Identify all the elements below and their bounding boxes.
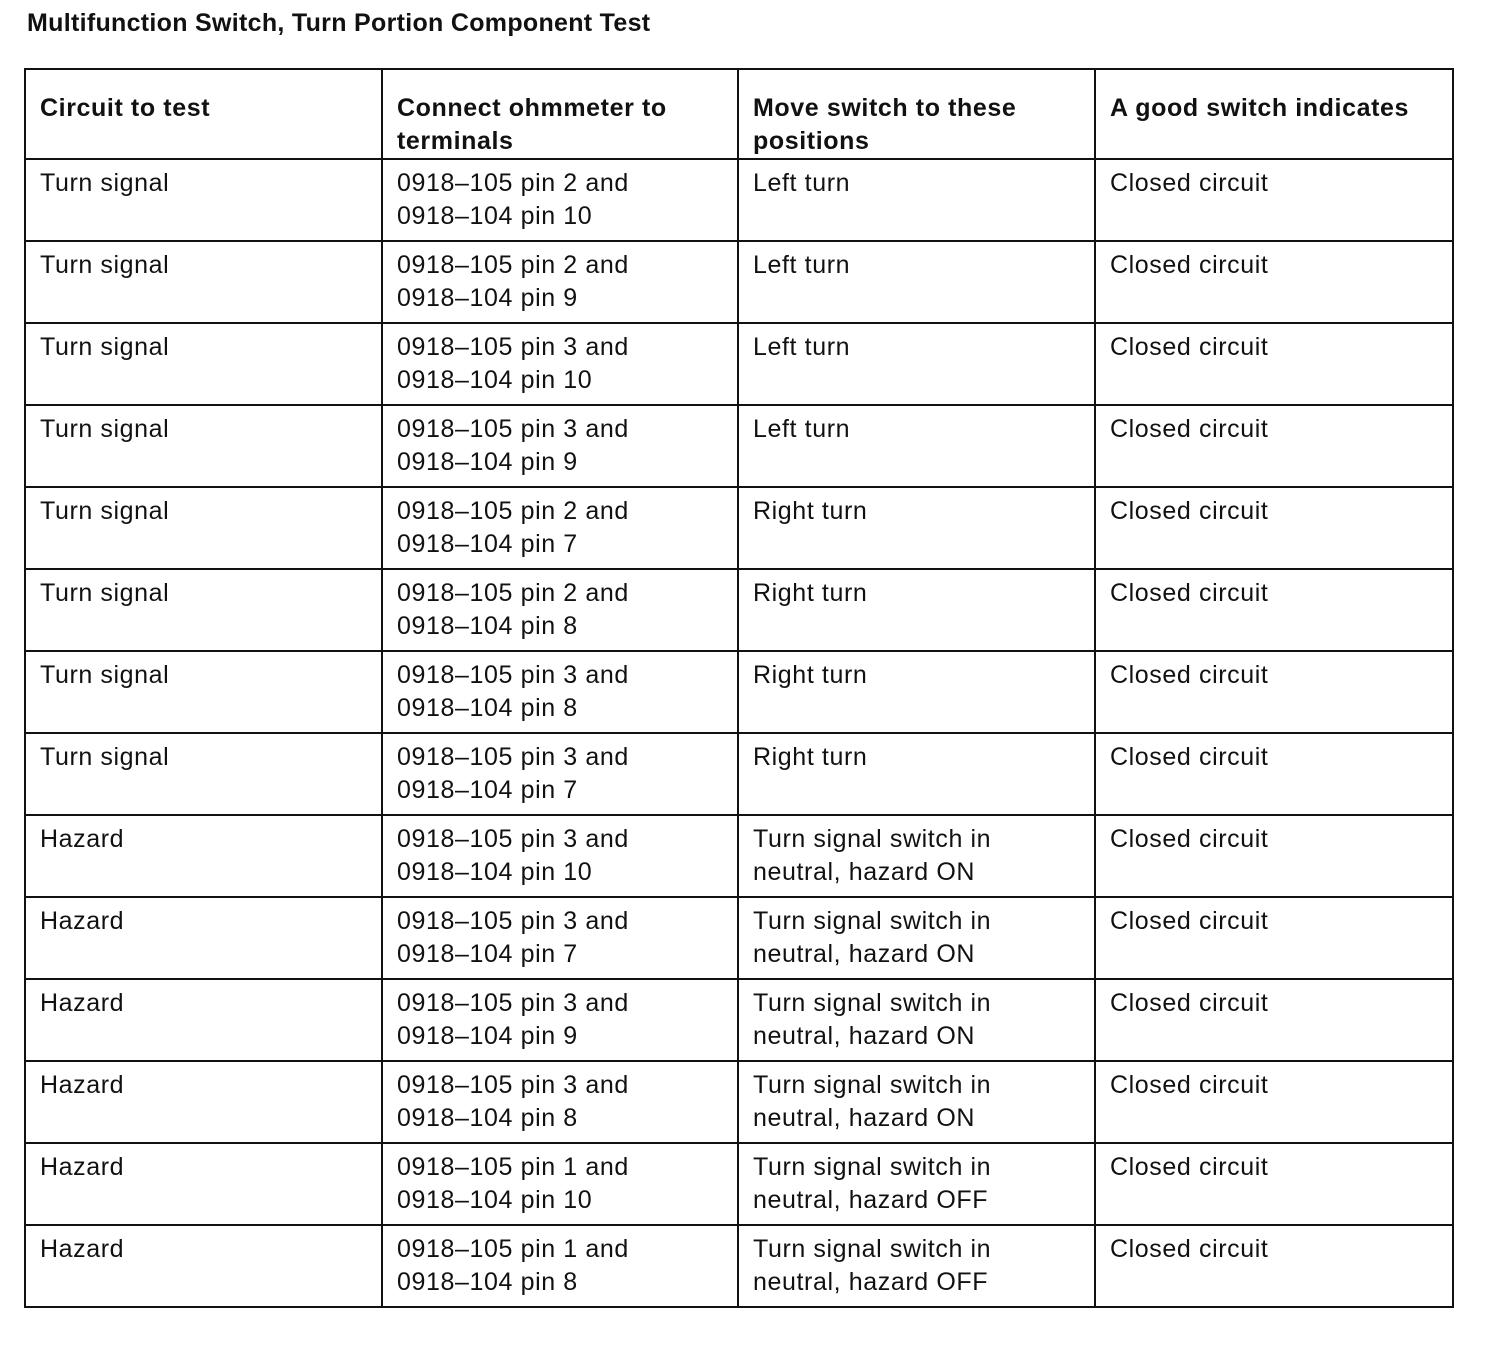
cell-indication (1095, 569, 1453, 651)
header-move-switch: Move switch to these positions (738, 69, 1095, 159)
terminals-line-2: 0918–104 pin 9 (397, 1022, 578, 1050)
cell-switch-position (738, 897, 1095, 979)
cell-indication (1095, 897, 1453, 979)
terminals-line-2: 0918–104 pin 9 (397, 284, 578, 312)
indication-text: Closed circuit (1110, 1235, 1269, 1263)
cell-circuit (25, 1225, 382, 1307)
terminals-line-1: 0918–105 pin 3 and (397, 415, 629, 443)
cell-terminals (382, 979, 738, 1061)
indication-text: Closed circuit (1110, 169, 1269, 197)
position-line-2: neutral, hazard ON (753, 1022, 976, 1050)
circuit-text: Hazard (40, 1235, 125, 1263)
position-line-2: neutral, hazard ON (753, 940, 976, 968)
terminals-line-2: 0918–104 pin 7 (397, 530, 578, 558)
indication-text: Closed circuit (1110, 661, 1269, 689)
position-line-1: Turn signal switch in (753, 1235, 992, 1263)
table-row (25, 733, 1453, 815)
terminals-line-1: 0918–105 pin 2 and (397, 497, 629, 525)
circuit-text: Turn signal (40, 251, 170, 279)
position-line-1: Turn signal switch in (753, 907, 992, 935)
terminals-line-1: 0918–105 pin 2 and (397, 169, 629, 197)
table-row (25, 897, 1453, 979)
position-line-1: Turn signal switch in (753, 1153, 992, 1181)
indication-text: Closed circuit (1110, 907, 1269, 935)
cell-circuit (25, 651, 382, 733)
circuit-text: Hazard (40, 989, 125, 1017)
terminals-line-2: 0918–104 pin 8 (397, 1268, 578, 1296)
table-body (25, 159, 1453, 1307)
circuit-text: Hazard (40, 907, 125, 935)
cell-circuit (25, 815, 382, 897)
position-line-2: neutral, hazard OFF (753, 1268, 989, 1296)
cell-terminals (382, 1061, 738, 1143)
cell-indication (1095, 1143, 1453, 1225)
header-connect-ohmmeter: Connect ohmmeter to terminals (382, 69, 738, 159)
position-line-1: Left turn (753, 251, 851, 279)
cell-circuit (25, 897, 382, 979)
cell-switch-position (738, 979, 1095, 1061)
position-line-2: neutral, hazard ON (753, 1104, 976, 1132)
cell-terminals (382, 815, 738, 897)
cell-circuit (25, 487, 382, 569)
table-row (25, 405, 1453, 487)
cell-switch-position (738, 815, 1095, 897)
indication-text: Closed circuit (1110, 743, 1269, 771)
cell-terminals (382, 159, 738, 241)
cell-circuit (25, 405, 382, 487)
indication-text: Closed circuit (1110, 989, 1269, 1017)
table-row (25, 159, 1453, 241)
indication-text: Closed circuit (1110, 1071, 1269, 1099)
cell-circuit (25, 733, 382, 815)
terminals-line-2: 0918–104 pin 8 (397, 1104, 578, 1132)
table-header-row (25, 69, 1453, 159)
cell-terminals (382, 897, 738, 979)
terminals-line-2: 0918–104 pin 8 (397, 612, 578, 640)
table-row (25, 979, 1453, 1061)
indication-text: Closed circuit (1110, 825, 1269, 853)
terminals-line-2: 0918–104 pin 10 (397, 366, 593, 394)
terminals-line-2: 0918–104 pin 7 (397, 940, 578, 968)
terminals-line-1: 0918–105 pin 3 and (397, 661, 629, 689)
cell-circuit (25, 979, 382, 1061)
cell-indication (1095, 1061, 1453, 1143)
cell-terminals (382, 487, 738, 569)
indication-text: Closed circuit (1110, 497, 1269, 525)
cell-indication (1095, 241, 1453, 323)
table-row (25, 323, 1453, 405)
table-row (25, 1061, 1453, 1143)
circuit-text: Turn signal (40, 497, 170, 525)
circuit-text: Hazard (40, 1153, 125, 1181)
cell-switch-position (738, 323, 1095, 405)
indication-text: Closed circuit (1110, 333, 1269, 361)
terminals-line-1: 0918–105 pin 3 and (397, 907, 629, 935)
circuit-text: Turn signal (40, 415, 170, 443)
position-line-1: Right turn (753, 661, 868, 689)
cell-switch-position (738, 159, 1095, 241)
cell-terminals (382, 569, 738, 651)
position-line-1: Left turn (753, 169, 851, 197)
cell-indication (1095, 979, 1453, 1061)
terminals-line-2: 0918–104 pin 10 (397, 1186, 593, 1214)
circuit-text: Hazard (40, 1071, 125, 1099)
circuit-text: Turn signal (40, 169, 170, 197)
position-line-1: Left turn (753, 333, 851, 361)
document-title: Multifunction Switch, Turn Portion Component Test (27, 9, 651, 37)
cell-switch-position (738, 1143, 1095, 1225)
cell-indication (1095, 815, 1453, 897)
circuit-text: Turn signal (40, 333, 170, 361)
terminals-line-1: 0918–105 pin 2 and (397, 579, 629, 607)
indication-text: Closed circuit (1110, 251, 1269, 279)
position-line-1: Turn signal switch in (753, 989, 992, 1017)
table-row (25, 569, 1453, 651)
cell-indication (1095, 159, 1453, 241)
position-line-1: Right turn (753, 497, 868, 525)
cell-terminals (382, 1225, 738, 1307)
position-line-1: Left turn (753, 415, 851, 443)
cell-indication (1095, 651, 1453, 733)
table-row (25, 1143, 1453, 1225)
position-line-1: Turn signal switch in (753, 825, 992, 853)
table-row (25, 1225, 1453, 1307)
terminals-line-1: 0918–105 pin 1 and (397, 1235, 629, 1263)
terminals-line-1: 0918–105 pin 1 and (397, 1153, 629, 1181)
circuit-text: Turn signal (40, 579, 170, 607)
cell-switch-position (738, 1225, 1095, 1307)
cell-circuit (25, 1143, 382, 1225)
terminals-line-2: 0918–104 pin 9 (397, 448, 578, 476)
cell-switch-position (738, 651, 1095, 733)
header-good-switch-indicates: A good switch indicates (1095, 69, 1453, 159)
terminals-line-1: 0918–105 pin 3 and (397, 825, 629, 853)
cell-indication (1095, 733, 1453, 815)
cell-indication (1095, 487, 1453, 569)
terminals-line-2: 0918–104 pin 10 (397, 858, 593, 886)
table-row (25, 651, 1453, 733)
indication-text: Closed circuit (1110, 415, 1269, 443)
component-test-table (24, 68, 1454, 1308)
table-row (25, 487, 1453, 569)
cell-circuit (25, 569, 382, 651)
indication-text: Closed circuit (1110, 1153, 1269, 1181)
circuit-text: Turn signal (40, 661, 170, 689)
cell-switch-position (738, 487, 1095, 569)
circuit-text: Hazard (40, 825, 125, 853)
position-line-1: Right turn (753, 743, 868, 771)
cell-indication (1095, 405, 1453, 487)
terminals-line-1: 0918–105 pin 3 and (397, 333, 629, 361)
cell-circuit (25, 241, 382, 323)
cell-switch-position (738, 241, 1095, 323)
position-line-1: Right turn (753, 579, 868, 607)
terminals-line-1: 0918–105 pin 3 and (397, 1071, 629, 1099)
cell-circuit (25, 159, 382, 241)
cell-indication (1095, 1225, 1453, 1307)
position-line-1: Turn signal switch in (753, 1071, 992, 1099)
cell-terminals (382, 241, 738, 323)
cell-circuit (25, 1061, 382, 1143)
circuit-text: Turn signal (40, 743, 170, 771)
cell-switch-position (738, 1061, 1095, 1143)
cell-indication (1095, 323, 1453, 405)
table-row (25, 815, 1453, 897)
terminals-line-1: 0918–105 pin 3 and (397, 743, 629, 771)
indication-text: Closed circuit (1110, 579, 1269, 607)
terminals-line-2: 0918–104 pin 7 (397, 776, 578, 804)
cell-terminals (382, 651, 738, 733)
cell-terminals (382, 405, 738, 487)
terminals-line-2: 0918–104 pin 8 (397, 694, 578, 722)
header-circuit-to-test: Circuit to test (25, 69, 382, 159)
position-line-2: neutral, hazard ON (753, 858, 976, 886)
cell-terminals (382, 1143, 738, 1225)
cell-switch-position (738, 405, 1095, 487)
terminals-line-1: 0918–105 pin 3 and (397, 989, 629, 1017)
cell-switch-position (738, 733, 1095, 815)
cell-switch-position (738, 569, 1095, 651)
terminals-line-1: 0918–105 pin 2 and (397, 251, 629, 279)
position-line-2: neutral, hazard OFF (753, 1186, 989, 1214)
cell-circuit (25, 323, 382, 405)
terminals-line-2: 0918–104 pin 10 (397, 202, 593, 230)
cell-terminals (382, 323, 738, 405)
table-row (25, 241, 1453, 323)
cell-terminals (382, 733, 738, 815)
